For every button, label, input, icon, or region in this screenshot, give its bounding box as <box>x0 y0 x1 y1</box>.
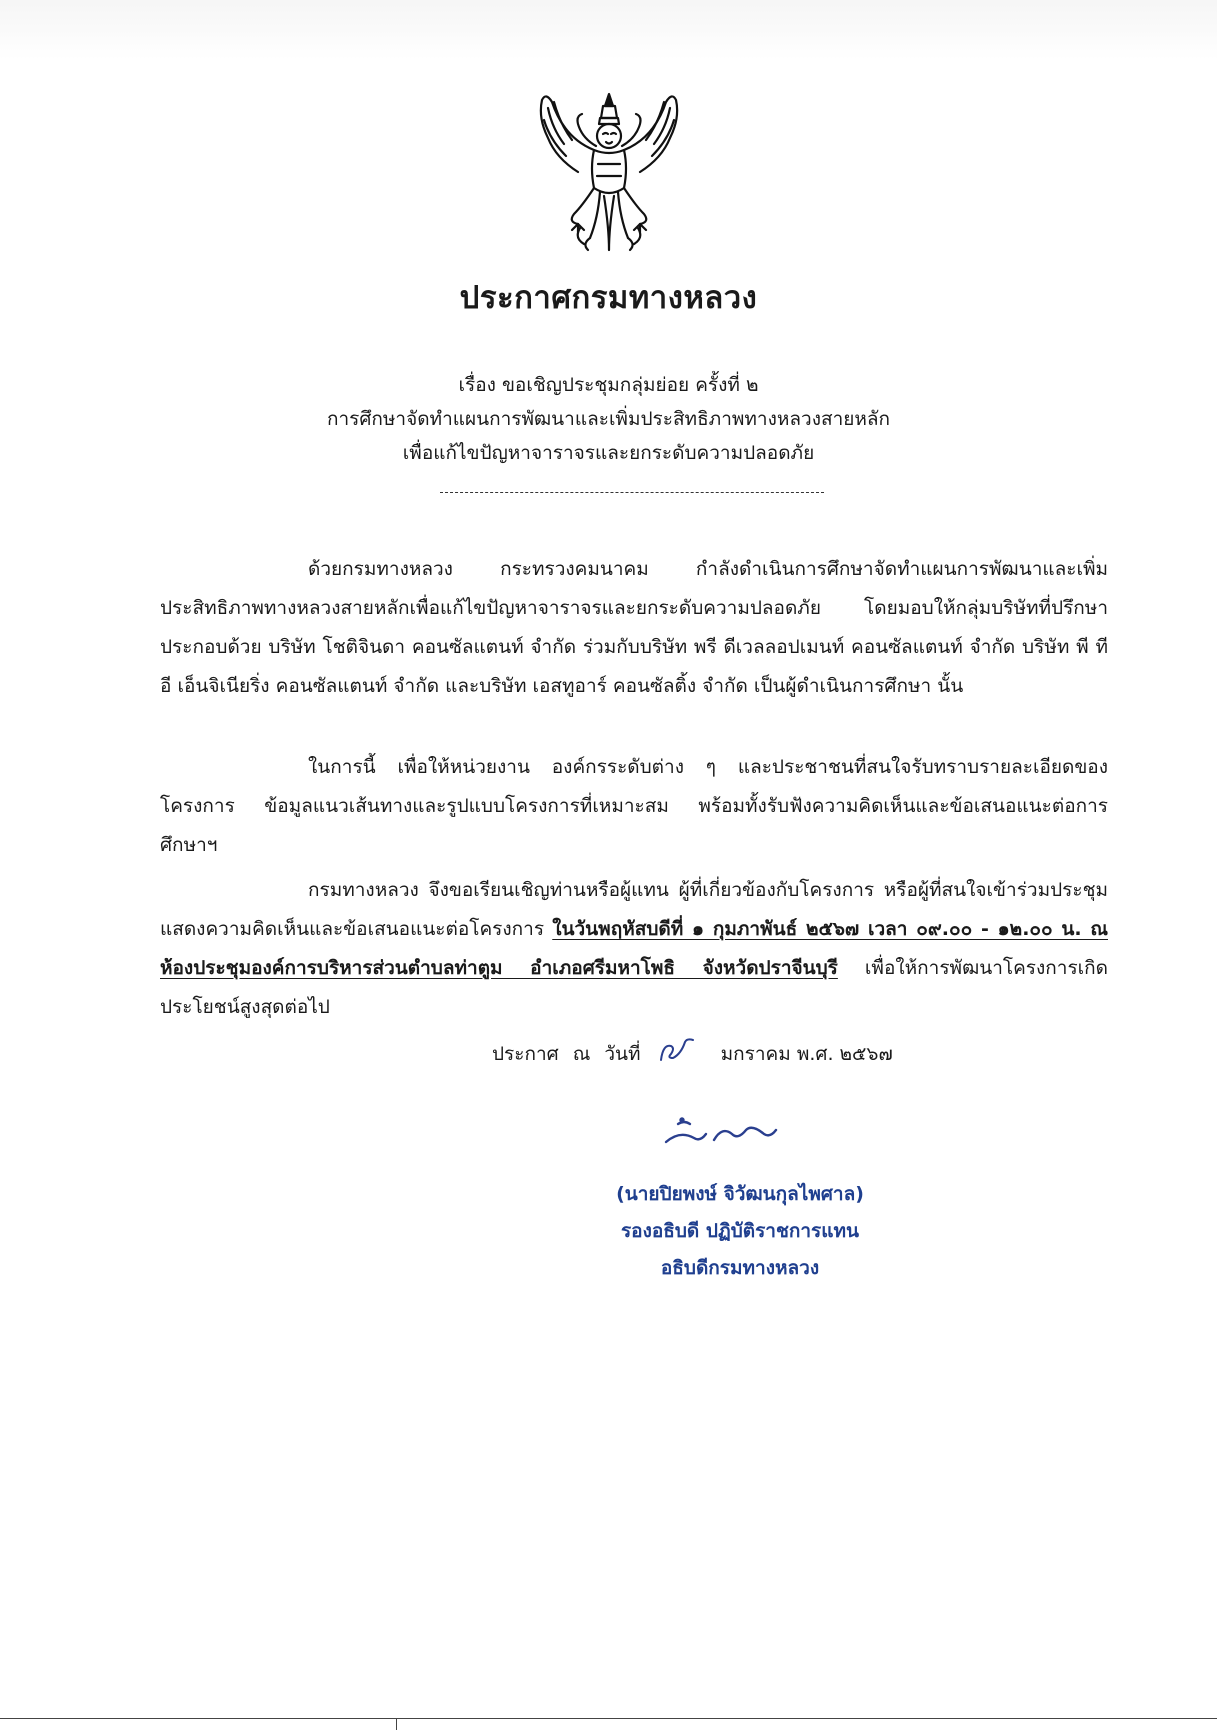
scan-shadow <box>0 0 1217 60</box>
signer-position: รองอธิบดี ปฏิบัติราชการแทน <box>620 1220 860 1242</box>
garuda-emblem-icon <box>534 88 684 256</box>
separator-dashed-line <box>440 492 824 493</box>
announcement-date <box>492 1036 893 1069</box>
subject-line: การศึกษาจัดทำแผนการพัฒนาและเพิ่มประสิทธิภาพทางหลวงสายหลัก <box>326 408 891 430</box>
announce-month-year: มกราคม พ.ศ. ๒๕๖๗ <box>720 1043 893 1065</box>
body-paragraph-1 <box>160 550 1108 706</box>
signer-organization: อธิบดีกรมทางหลวง <box>660 1257 820 1279</box>
announce-prefix: ประกาศ <box>492 1043 559 1065</box>
announce-day-label: วันที่ <box>604 1043 641 1065</box>
handwritten-signature <box>660 1112 780 1152</box>
footer-rule <box>0 1718 1217 1719</box>
handwritten-day <box>657 1036 697 1066</box>
signer-block <box>540 1176 940 1287</box>
paragraph-text: ด้วยกรมทางหลวง กระทรวงคมนาคม กำลังดำเนินการศึกษาจัดทำแผนการพัฒนาและเพิ่มประสิทธิภาพทางหลวงสายหลักเพื่อแก้ไขปัญหาจาราจรและยกระดับความปลอดภัย โดยมอบให้กลุ่มบริษัทที่ปรึกษา ประกอบด้วย บริษัท โชติจินดา คอนซัลแตนท์ จำกัด ร่วมกับบริษัท พรี ดีเวลลอปเมนท์ คอนซัลแตนท์ จำกัด บริษัท พี ที อี เอ็นจิเนียริ่ง คอนซัลแตนท์ จำกัด และบริษัท เอสทูอาร์ คอนซัลติ้ง จำกัด เป็นผู้ดำเนินการศึกษา นั้น <box>160 558 1108 697</box>
signer-name: (นายปิยพงษ์ จิวัฒนกุลไพศาล) <box>616 1183 864 1205</box>
subject-line: เรื่อง ขอเชิญประชุมกลุ่มย่อย ครั้งที่ ๒ <box>458 374 759 396</box>
meeting-details-highlight: ในวันพฤหัสบดีที่ ๑ กุมภาพันธ์ ๒๕๖๗ เวลา ๐๙.๐๐ - ๑๒.๐๐ น. ณ ห้องประชุมองค์การบริหารส่วนตำบลท่าตูม อำเภอศรีมหาโพธิ จังหวัดปราจีนบุรี <box>160 918 1108 979</box>
document-title: ประกาศกรมทางหลวง <box>459 280 758 316</box>
subject-line: เพื่อแก้ไขปัญหาจาราจรและยกระดับความปลอดภัย <box>402 442 815 464</box>
paragraph-text: ในการนี้ เพื่อให้หน่วยงาน องค์กรระดับต่าง ๆ และประชาชนที่สนใจรับทราบรายละเอียดของโครงการ ข้อมูลแนวเส้นทางและรูปแบบโครงการที่เหมาะสม พร้อมทั้งรับฟังความคิดเห็นและข้อเสนอแนะต่อการศึกษาฯ <box>160 756 1108 856</box>
body-paragraph-2 <box>160 748 1108 865</box>
paragraph-text: กรมทางหลวง จึงขอเรียนเชิญท่านหรือผู้แทน ผู้ที่เกี่ยวข้องกับโครงการ หรือผู้ที่สนใจเข้าร่วมประชุมแสดงความคิดเห็นและข้อเสนอแนะต่อโครงการ <box>160 879 1108 940</box>
announce-at: ณ <box>572 1043 591 1065</box>
paragraph-text: เพื่อให้การพัฒนาโครงการเกิดประโยชน์สูงสุดต่อไป <box>160 957 1108 1018</box>
body-paragraph-3 <box>160 871 1108 1027</box>
footer-tick <box>396 1718 397 1730</box>
subject-block <box>0 368 1217 470</box>
